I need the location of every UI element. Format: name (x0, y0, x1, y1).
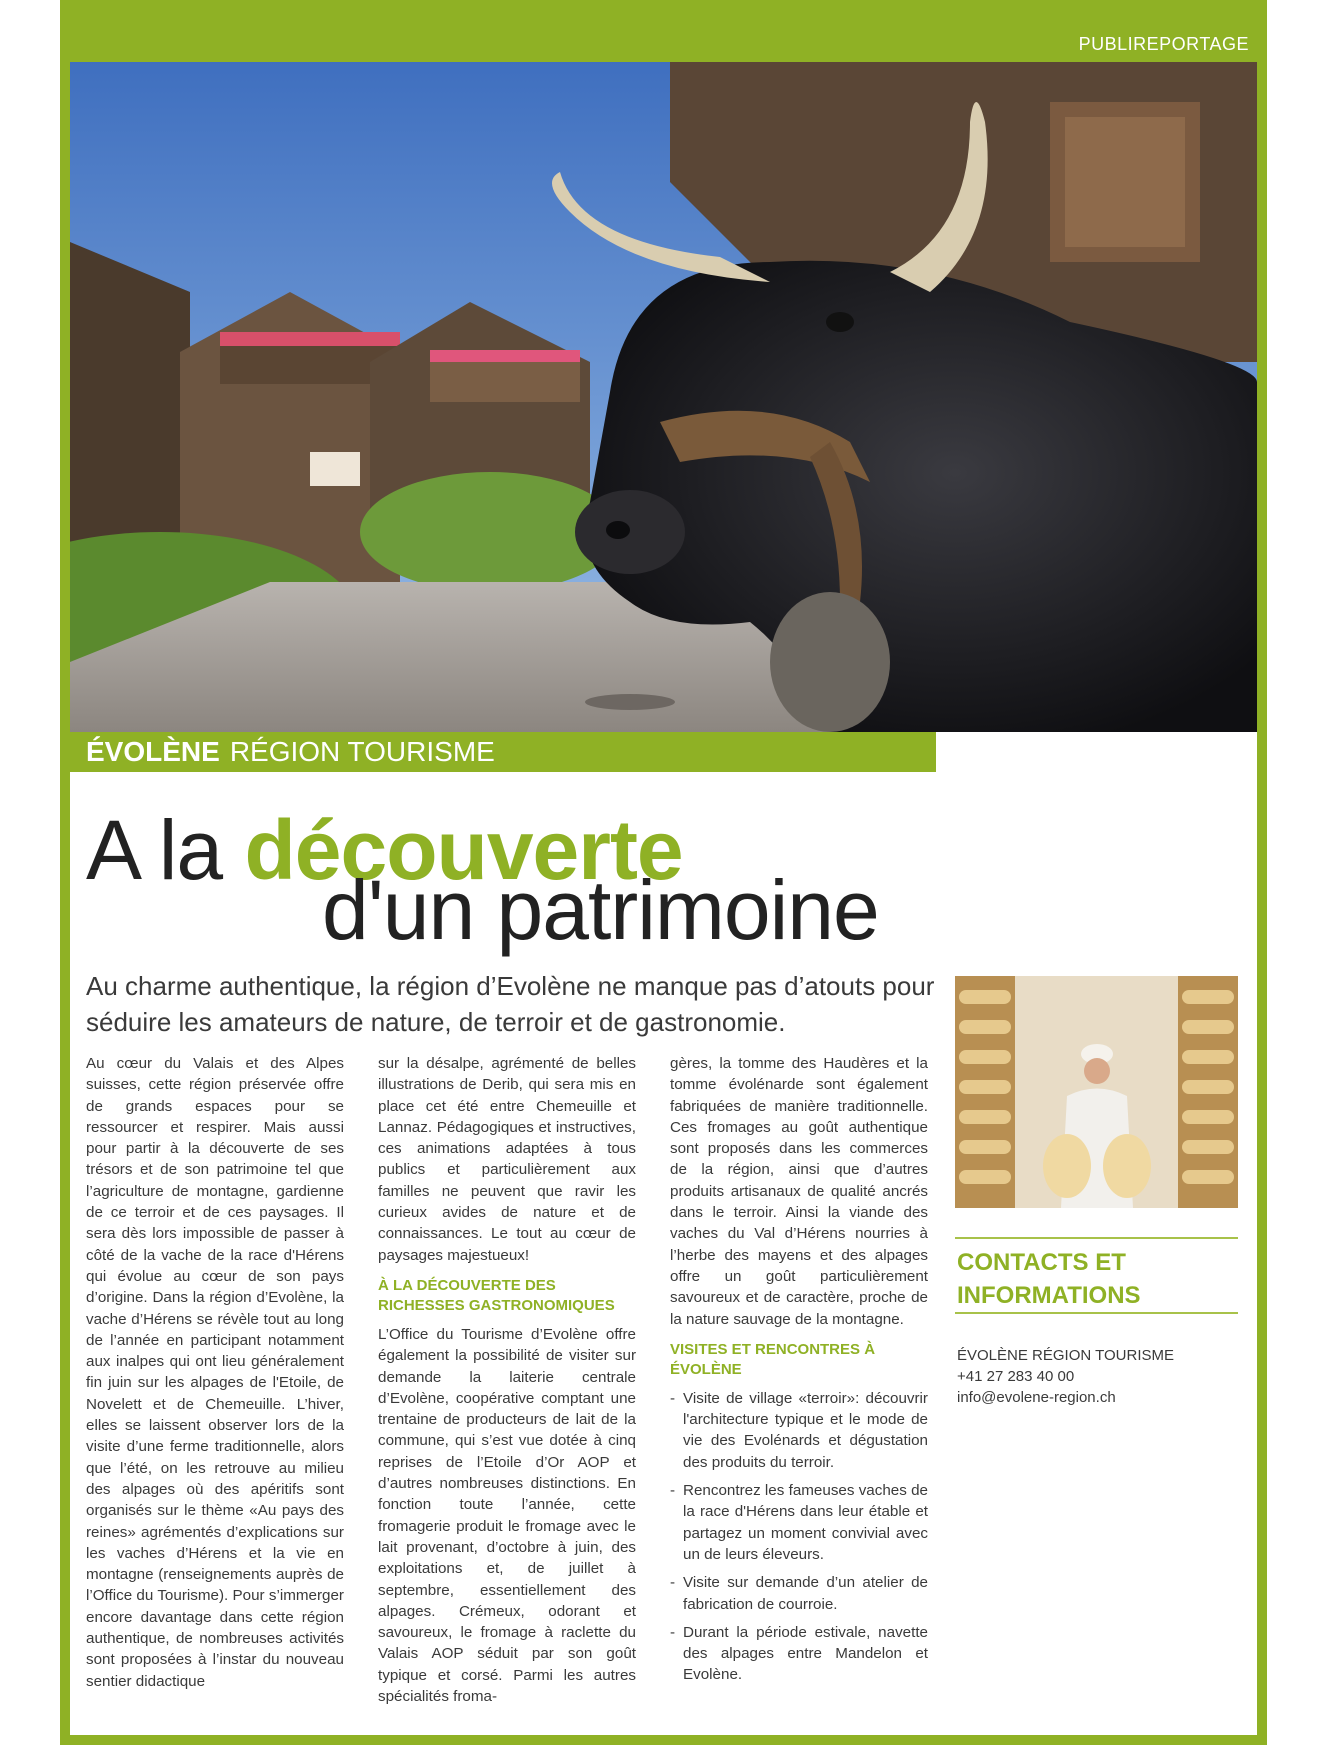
list-item: - Rencontrez les fameuses vaches de la race d'Hérens dans leur étable et partagez un moment convivial avec un de leurs éleveurs. (670, 1480, 928, 1565)
list-item: - Visite de village «terroir»: découvrir l'architecture typique et le mode de vie des Evolénards et dégustation des produits du terroir. (670, 1388, 928, 1473)
contacts-block (957, 1345, 1237, 1408)
frame-left-bar (60, 0, 70, 1745)
col3-paragraph-1: gères, la tomme des Haudères et la tomme évolénarde sont également fabriquées de manière traditionnelle. Ces fromages au goût authentique sont proposés dans les commerces de la région, ainsi que d’autres produits artisanaux de qualité ancrés dans le terroir. Ainsi la viande des vaches du Val d’Hérens nourries à l’herbe des mayens et des alpages offre un goût particulièrement savoureux et de caractère, proche de la nature sauvage de la montagne. (670, 1055, 928, 1328)
banner-brand: ÉVOLÈNE (86, 736, 220, 767)
cheese-cellar-photo (955, 976, 1238, 1208)
contacts-title: CONTACTS ET INFORMATIONS (957, 1249, 1141, 1309)
article-column-2 (378, 1053, 636, 1715)
title-accent: découverte (244, 803, 683, 897)
col2-paragraph-1: sur la désalpe, agrémenté de belles illustrations de Derib, qui sera mis en place cet été entre Chemeuille et Lannaz. Pédagogiques et instructives, ces animations adaptées à tous publics et particulièrement aux familles ne peuvent que ravir les curieux avides de nature et de connaissances. Le tout au cœur de paysages majestueux! (378, 1055, 636, 1264)
frame-bottom-bar (60, 1735, 1267, 1745)
region-banner (70, 732, 936, 772)
hero-photo-illustration (70, 62, 1257, 732)
title-part-1: A la (86, 803, 223, 897)
article-column-3 (670, 1053, 928, 1693)
cheese-cellar-illustration (955, 976, 1238, 1208)
intro-paragraph: Au charme authentique, la région d’Evolène ne manque pas d’atouts pour séduire les amateurs de nature, de terroir et de gastronomie. (86, 971, 935, 1037)
contacts-top-rule (955, 1237, 1238, 1239)
col3-subheading: VISITES ET RENCONTRES À ÉVOLÈNE (670, 1340, 876, 1378)
frame-right-bar (1257, 0, 1267, 1745)
list-item: - Visite sur demande d’un atelier de fabrication de courroie. (670, 1572, 928, 1615)
contact-email[interactable]: info@evolene-region.ch (957, 1389, 1116, 1406)
publireportage-label: PUBLIREPORTAGE (1078, 34, 1249, 54)
contact-phone: +41 27 283 40 00 (957, 1368, 1075, 1385)
contact-org: ÉVOLÈNE RÉGION TOURISME (957, 1347, 1174, 1364)
col2-paragraph-2: L’Office du Tourisme d’Evolène offre également la possibilité de visiter sur demande la laiterie centrale d’Evolène, coopérative comptant une trentaine de producteurs de lait de la commune, qui s’est vue dotée à cinq reprises de l’Etoile d’Or AOP et d’autres nombreuses distinctions. En fonction toute l’année, cette fromagerie produit le fromage avec le lait provenant, d’octobre à juin, des exploitations et, de juillet à septembre, essentiellement des alpages. Crémeux, odorant et savoureux, le fromage à raclette du Valais AOP séduit par son goût typique et corsé. Parmi les autres spécialités froma- (378, 1325, 636, 1706)
banner-subtitle: RÉGION TOURISME (229, 736, 495, 767)
title-line-2: d'un patrimoine (322, 863, 879, 957)
hero-photo (70, 62, 1257, 732)
col1-paragraph: Au cœur du Valais et des Alpes suisses, cette région préservée offre de grands espaces pour se ressourcer et respirer. Mais aussi pour partir à la découverte de ses trésors et de son patrimoine tel que l’agriculture de montagne, gardienne de ce terroir et de ces paysages. Il sera dès lors impossible de passer à côté de la vache de la race d'Hérens qui évolue au cœur de son pays d’origine. Dans la région d’Evolène, la vache d’Hérens se révèle tout au long de l’année en participant notamment aux inalpes qui ont lieu généralement fin juin sur les alpages de l'Etoile, de Novelett et de Chemeuille. L’hiver, elles se laissent observer lors de la visite d’une ferme traditionnelle, alors que l’été, on les retrouve au milieu des alpages où des apéritifs sont organisés sur le thème «Au pays des reines» agrémentés d’explications sur les vaches d’Hérens et la vie en montagne (renseignements auprès de l’Office du Tourisme). Pour s’immerger encore davantage dans cette région authentique, de nombreuses activités sont proposées à l’instar du nouveau sentier didactique (86, 1055, 344, 1690)
contacts-bottom-rule (955, 1312, 1238, 1314)
col2-subheading: À LA DÉCOUVERTE DES RICHESSES GASTRONOMIQUES (378, 1276, 615, 1314)
list-item: - Durant la période estivale, navette des alpages entre Mandelon et Evolène. (670, 1622, 928, 1686)
article-column-1 (86, 1053, 344, 1700)
visits-list (670, 1388, 928, 1686)
